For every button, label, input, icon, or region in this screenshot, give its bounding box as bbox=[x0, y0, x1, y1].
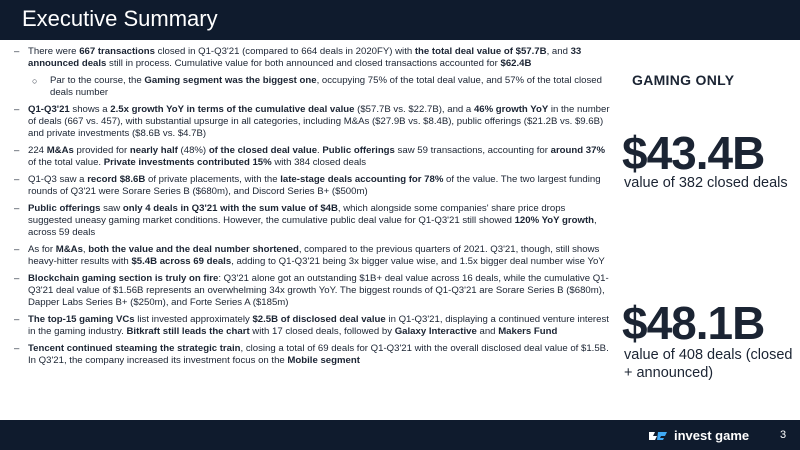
text: provided for bbox=[73, 145, 130, 156]
dash-bullet-icon: – bbox=[14, 314, 20, 325]
highlight: $62.4B bbox=[500, 58, 532, 69]
text: , closing a total of 69 deals for Q1-Q3'21 with the overall disclosed deal value of $1.5B. In Q3'21, the company increased its investment focus on the bbox=[28, 343, 609, 366]
text: , adding to Q1-Q3'21 being 3x bigger value wise, and 1.5x bigger deal number wise YoY bbox=[231, 256, 605, 267]
text: of private placements, with the bbox=[145, 174, 281, 185]
highlight: Q1-Q3'21 bbox=[28, 104, 70, 115]
list-item bbox=[12, 203, 612, 239]
highlight: Galaxy Interactive bbox=[394, 326, 477, 337]
highlight: Gaming segment was the biggest one bbox=[144, 75, 317, 86]
text: in Q1-Q3'21, displaying a continued venture interest in the gaming industry. bbox=[28, 314, 609, 337]
dash-bullet-icon: – bbox=[14, 145, 20, 156]
highlight: Mobile segment bbox=[287, 355, 360, 366]
dash-bullet-icon: – bbox=[14, 46, 20, 57]
highlight: around 37% bbox=[550, 145, 605, 156]
highlight: $5.4B across 69 deals bbox=[131, 256, 232, 267]
header-bar bbox=[0, 0, 800, 40]
highlight: the total deal value of $57.7B bbox=[414, 46, 547, 57]
text: ($57.7B vs. $22.7B), and a bbox=[354, 104, 474, 115]
dash-bullet-icon: – bbox=[14, 203, 20, 214]
list-item bbox=[12, 273, 612, 309]
text: There were bbox=[28, 46, 80, 57]
highlight: Private investments contributed 15% bbox=[103, 157, 272, 168]
list-item bbox=[12, 343, 612, 367]
list-item bbox=[12, 104, 612, 140]
footer-bar bbox=[0, 420, 800, 450]
dash-bullet-icon: – bbox=[14, 343, 20, 354]
highlight: M&As bbox=[55, 244, 83, 255]
dash-bullet-icon: – bbox=[14, 174, 20, 185]
page-number: 3 bbox=[780, 429, 787, 441]
text: Q1-Q3 saw a bbox=[28, 174, 88, 185]
sub-list-item bbox=[12, 75, 612, 99]
text: closed in Q1-Q3'21 (compared to 664 deals in 2020FY) with bbox=[154, 46, 415, 57]
highlight: both the value and the deal number shortened bbox=[88, 244, 299, 255]
highlight: late-stage deals accounting for 78% bbox=[280, 174, 444, 185]
text: , occupying 75% of the total deal value, and 57% of the total closed deals number bbox=[50, 75, 602, 98]
dash-bullet-icon: – bbox=[14, 273, 20, 284]
text: , and bbox=[546, 46, 571, 57]
text: with 17 closed deals, followed by bbox=[249, 326, 395, 337]
list-item bbox=[12, 244, 612, 268]
brand-name: invest game bbox=[674, 428, 750, 443]
highlight: $2.5B of disclosed deal value bbox=[252, 314, 386, 325]
highlight: 2.5x growth YoY in terms of the cumulative deal value bbox=[110, 104, 355, 115]
stat-total-value: $48.1B bbox=[622, 297, 765, 349]
list-item bbox=[12, 174, 612, 198]
circle-bullet-icon: ○ bbox=[32, 76, 38, 86]
list-item bbox=[12, 145, 612, 169]
page-title: Executive Summary bbox=[22, 6, 218, 31]
highlight: record $8.6B bbox=[87, 174, 146, 185]
text: , across 59 deals bbox=[28, 215, 597, 238]
text: saw 59 transactions, accounting for bbox=[394, 145, 551, 156]
dash-bullet-icon: – bbox=[14, 244, 20, 255]
highlight: Public offerings bbox=[28, 203, 101, 214]
list-item bbox=[12, 46, 612, 70]
text: of the total value. bbox=[28, 157, 104, 168]
invest-game-logo-icon bbox=[648, 429, 668, 443]
highlight: Tencent continued steaming the strategic train bbox=[28, 343, 241, 354]
highlight: of the closed deal value bbox=[208, 145, 318, 156]
highlight: Public offerings bbox=[322, 145, 395, 156]
highlight: The top-15 gaming VCs bbox=[28, 314, 135, 325]
text: As for bbox=[28, 244, 56, 255]
text: : Q3'21 alone got an outstanding $1B+ deal value across 16 deals, while the cumulative Q1-Q3'21 deal value of $1.56B represents an overwhelming 34x growth YoY. The biggest rounds of Q1-Q3'21 are Sorare Series B ($680m), Dapper Labs Series B+ ($250m), and Forte Series A ($185m) bbox=[28, 273, 609, 308]
highlight: M&As bbox=[46, 145, 74, 156]
highlight: 46% growth YoY bbox=[473, 104, 549, 115]
highlight: 120% YoY growth bbox=[514, 215, 595, 226]
text: of the value. The two largest funding rounds of Q3'21 were Sorare Series B ($680m), and Discord Series B+ ($500m) bbox=[28, 174, 601, 197]
highlight: 667 transactions bbox=[79, 46, 155, 57]
text: , which alongside some companies' share price drops suggested uneasy gaming market conditions. However, the cumulative public deal value for Q1-Q3'21 still showed bbox=[28, 203, 566, 226]
brand-logo bbox=[648, 428, 749, 443]
summary-list bbox=[12, 46, 612, 372]
list-item bbox=[12, 314, 612, 338]
text: shows a bbox=[69, 104, 111, 115]
highlight: Blockchain gaming section is truly on fire bbox=[28, 273, 219, 284]
text: still in process. Cumulative value for both announced and closed transactions accounted for bbox=[106, 58, 501, 69]
dash-bullet-icon: – bbox=[14, 104, 20, 115]
highlight: only 4 deals in Q3'21 with the sum value of $4B bbox=[122, 203, 338, 214]
text: 224 bbox=[28, 145, 47, 156]
text: with 384 closed deals bbox=[271, 157, 367, 168]
highlight: Bitkraft still leads the chart bbox=[126, 326, 250, 337]
stat-total-caption: value of 408 deals (closed + announced) bbox=[624, 347, 793, 381]
text: and bbox=[476, 326, 499, 337]
text: , compared to the previous quarters of 2021. Q3'21, though, still shows heavy-hitter results with bbox=[28, 244, 600, 267]
text: saw bbox=[100, 203, 123, 214]
highlight: Makers Fund bbox=[498, 326, 558, 337]
text: Par to the course, the bbox=[50, 75, 145, 86]
text: . bbox=[317, 145, 323, 156]
highlight: 33 announced deals bbox=[28, 46, 582, 69]
text: list invested approximately bbox=[134, 314, 253, 325]
text: (48%) bbox=[177, 145, 209, 156]
text: , bbox=[82, 244, 89, 255]
highlight: nearly half bbox=[129, 145, 178, 156]
text: in the number of deals (667 vs. 457), with substantial upsurge in all categories, including M&As ($27.9B vs. $8.4B), public offerings ($21.2B vs. $9.6B) and private investments ($8.6B vs. $4.7B) bbox=[28, 104, 610, 139]
gaming-only-label: GAMING ONLY bbox=[632, 72, 735, 88]
stat-closed-value: $43.4B bbox=[622, 127, 765, 179]
stat-closed-caption: value of 382 closed deals bbox=[624, 175, 788, 191]
